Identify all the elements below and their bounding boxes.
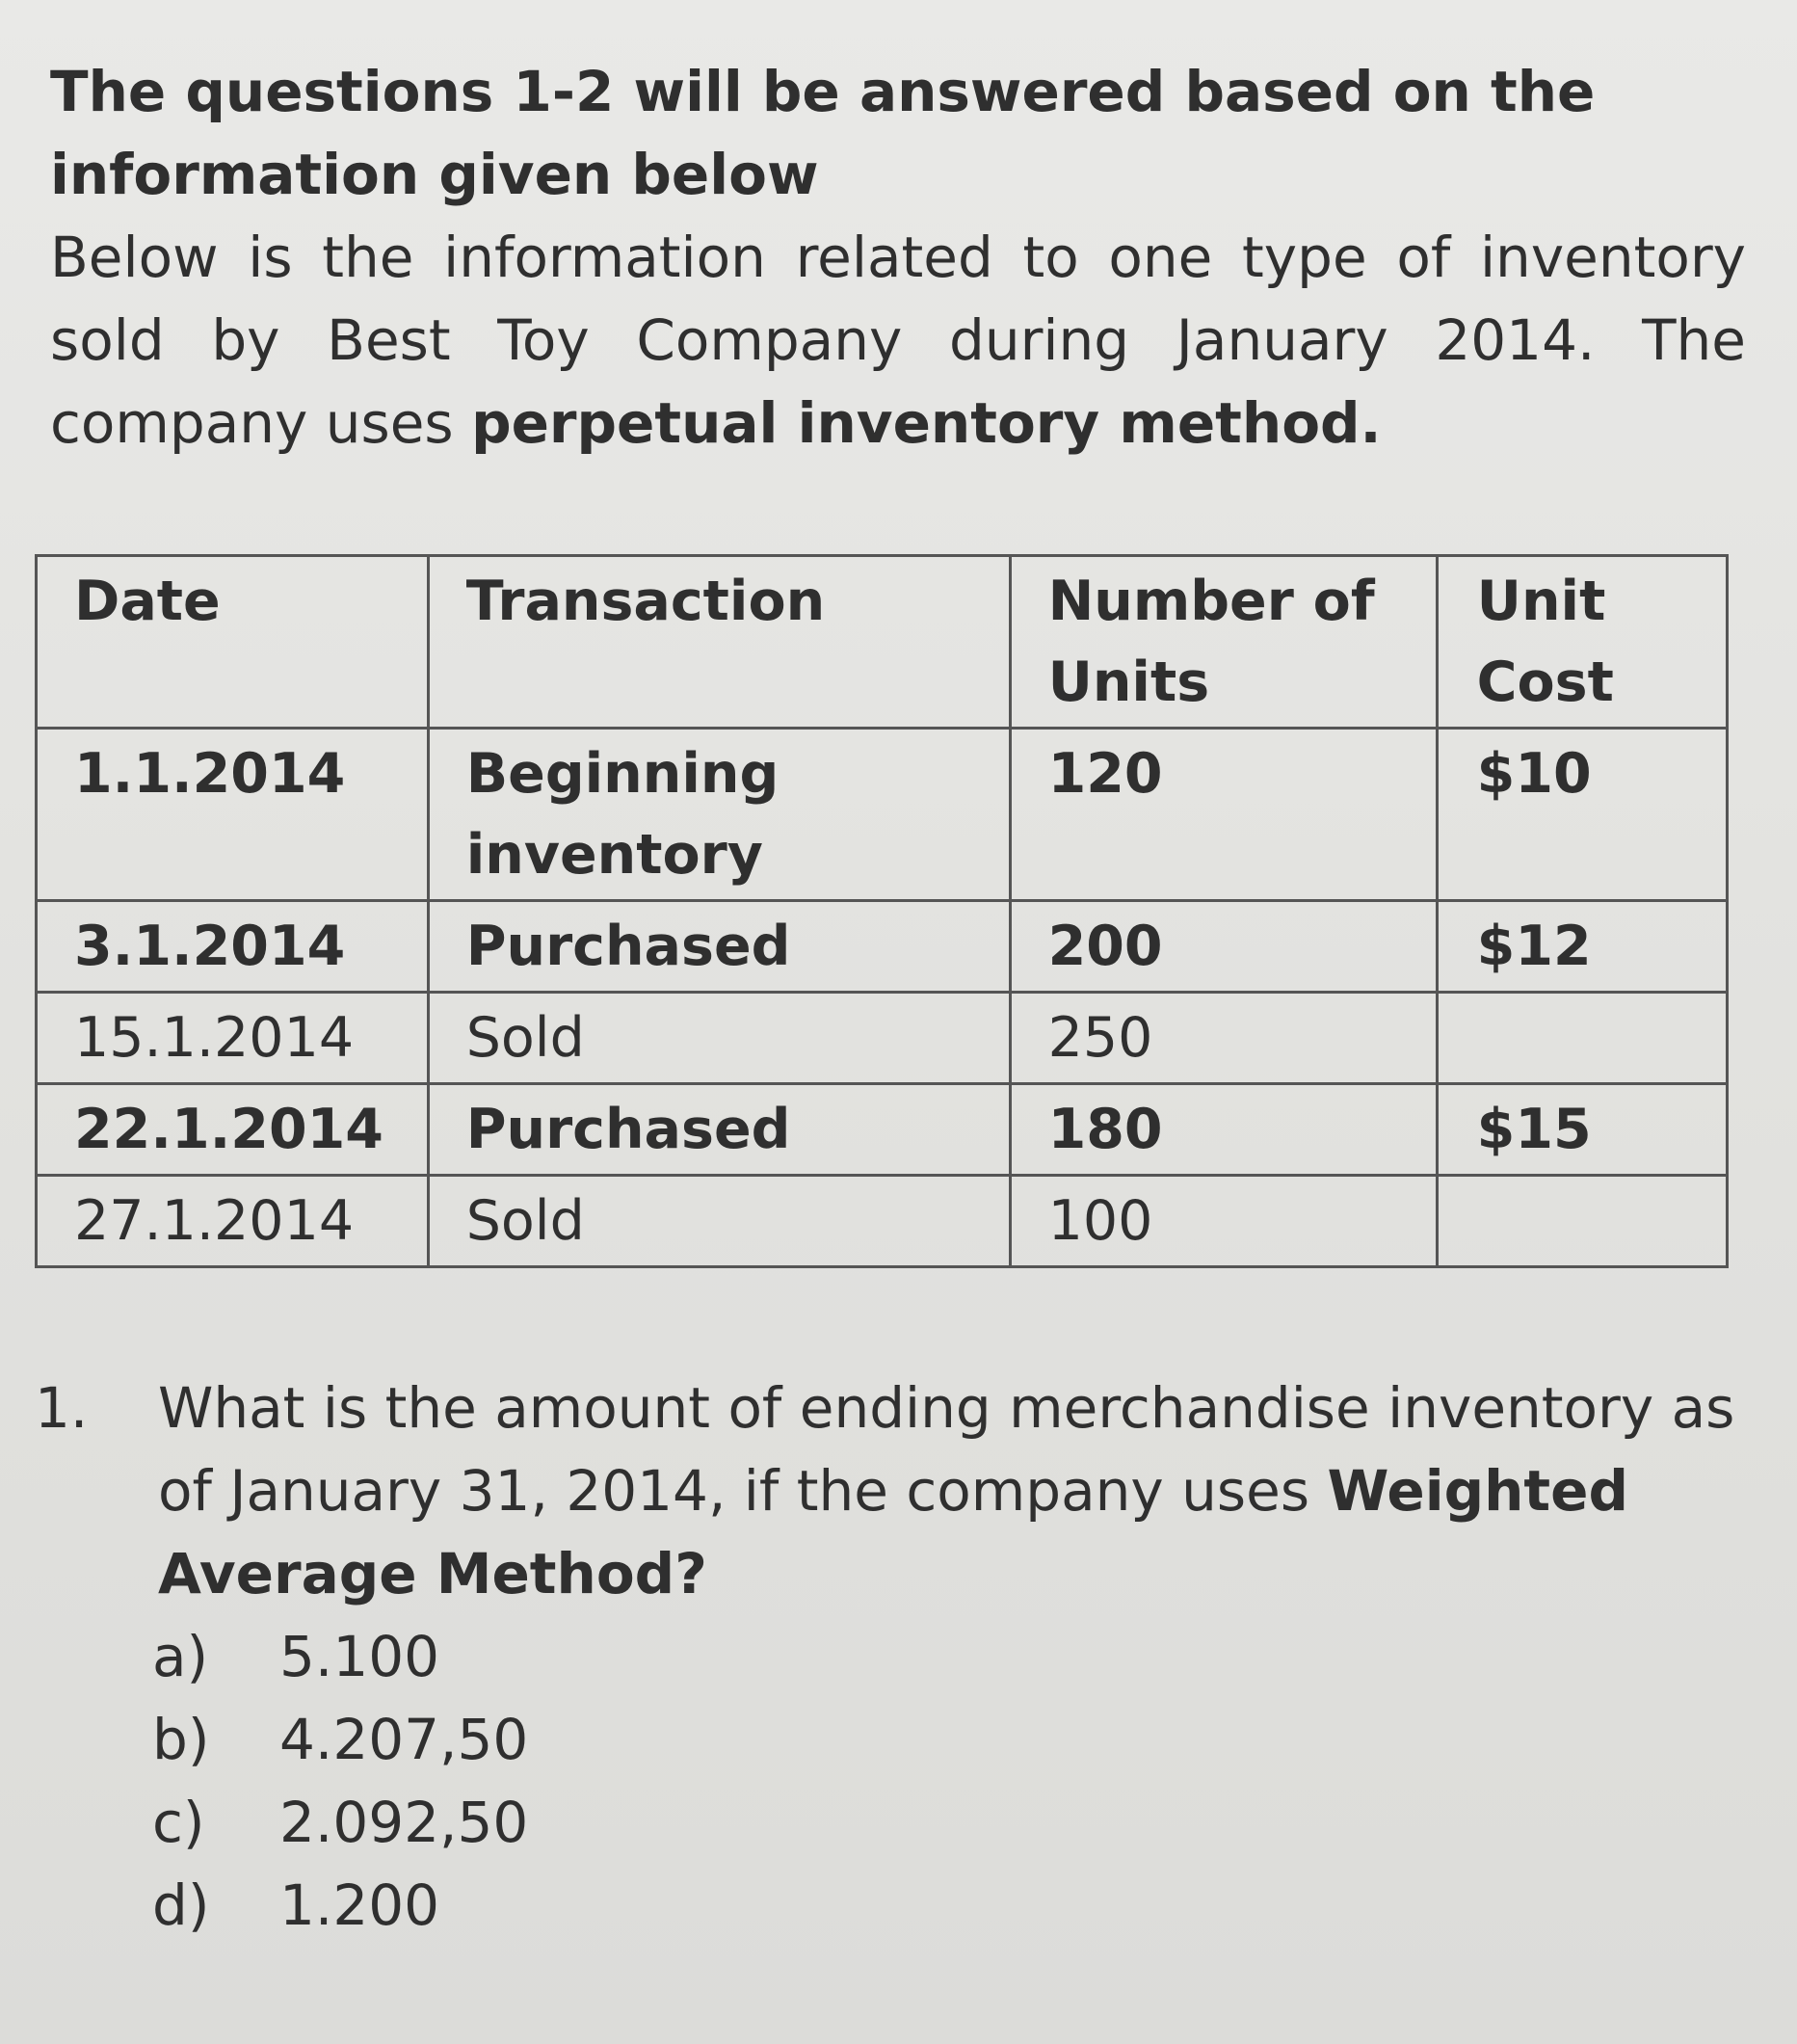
cell-transaction: Sold	[428, 993, 1010, 1084]
table-header-row	[37, 556, 1728, 729]
answer-option-a	[152, 1615, 1750, 1698]
cell-date: 3.1.2014	[37, 901, 429, 993]
cell-units: 120	[1010, 729, 1437, 901]
option-letter: d)	[152, 1872, 210, 1938]
option-value: 2.092,50	[279, 1790, 529, 1855]
cell-date: 27.1.2014	[37, 1176, 429, 1267]
cell-units: 100	[1010, 1176, 1437, 1267]
answer-option-d	[152, 1864, 1750, 1947]
answer-option-c	[152, 1781, 1750, 1864]
table-row	[37, 1084, 1728, 1176]
table-row	[37, 901, 1728, 993]
table-row	[37, 729, 1728, 901]
cell-unit-cost: $12	[1437, 901, 1727, 993]
table-row	[37, 1176, 1728, 1267]
table-row	[37, 993, 1728, 1084]
cell-units: 180	[1010, 1084, 1437, 1176]
answer-options	[152, 1615, 1750, 1947]
option-letter: c)	[152, 1790, 205, 1855]
inventory-table	[35, 554, 1729, 1268]
option-value: 1.200	[279, 1872, 440, 1938]
cell-transaction: Beginning inventory	[428, 729, 1010, 901]
header-transaction: Transaction	[428, 556, 1010, 729]
question-text-emphasis: Weighted Average Method?	[158, 1458, 1628, 1606]
answer-option-b	[152, 1698, 1750, 1781]
header-date: Date	[37, 556, 429, 729]
cell-unit-cost	[1437, 1176, 1727, 1267]
cell-unit-cost: $15	[1437, 1084, 1727, 1176]
cell-units: 250	[1010, 993, 1437, 1084]
intro-section	[50, 50, 1746, 465]
intro-paragraph-text: Below is the information related to one type of inventory sold by Best Toy Company during January 2014. The company uses	[50, 225, 1746, 456]
cell-date: 1.1.2014	[37, 729, 429, 901]
intro-paragraph-emphasis: perpetual inventory method.	[471, 390, 1382, 456]
cell-transaction: Sold	[428, 1176, 1010, 1267]
cell-unit-cost: $10	[1437, 729, 1727, 901]
intro-paragraph	[50, 216, 1746, 465]
header-units: Number of Units	[1010, 556, 1437, 729]
question-number: 1.	[35, 1375, 89, 1441]
question-text-plain: What is the amount of ending merchandise inventory as of January 31, 2014, if the company uses	[158, 1375, 1735, 1524]
intro-heading: The questions 1-2 will be answered based on the information given below	[50, 59, 1596, 207]
question-text	[158, 1367, 1750, 1615]
option-letter: b)	[152, 1707, 210, 1772]
cell-transaction: Purchased	[428, 901, 1010, 993]
header-unit-cost: Unit Cost	[1437, 556, 1727, 729]
option-letter: a)	[152, 1624, 209, 1689]
cell-transaction: Purchased	[428, 1084, 1010, 1176]
option-value: 5.100	[279, 1624, 440, 1689]
cell-unit-cost	[1437, 993, 1727, 1084]
option-value: 4.207,50	[279, 1707, 529, 1772]
cell-date: 22.1.2014	[37, 1084, 429, 1176]
question-1	[35, 1367, 1750, 1947]
cell-units: 200	[1010, 901, 1437, 993]
cell-date: 15.1.2014	[37, 993, 429, 1084]
